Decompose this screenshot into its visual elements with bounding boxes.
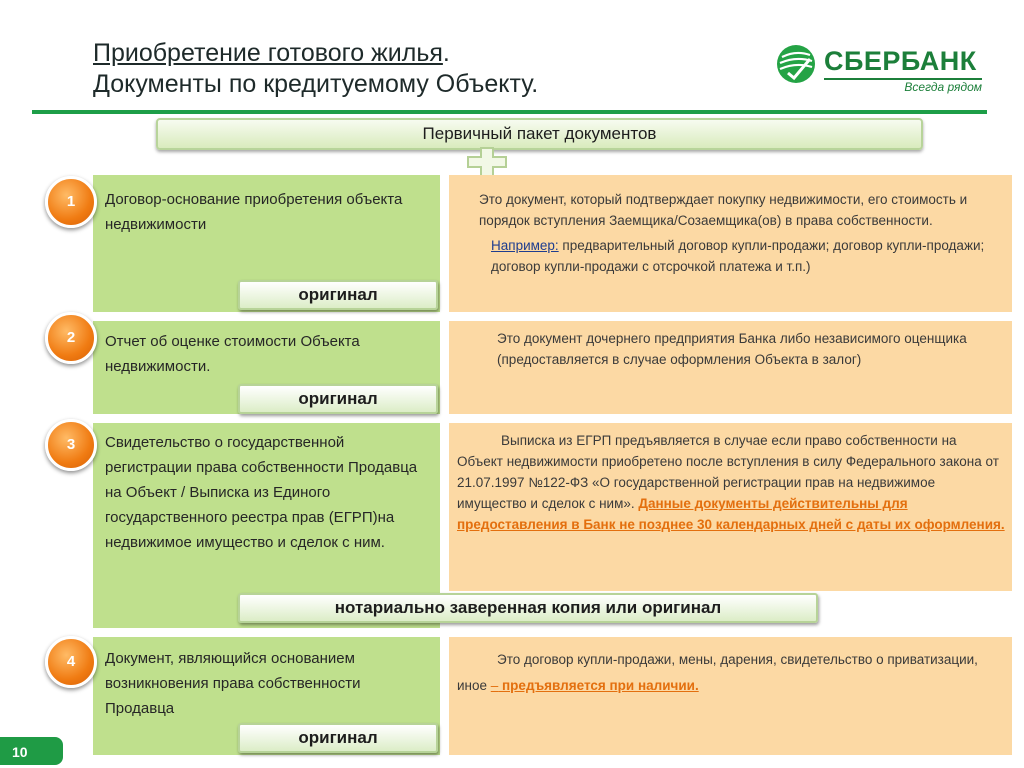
row-1-example-label: Например:	[491, 238, 559, 253]
row-4-number-badge: 4	[45, 636, 97, 688]
row-4-original-tag: оригинал	[238, 723, 438, 753]
row-3-desc-link: Данные документы действительны для предоставления в Банк не позднее 30 календарных дней с даты их оформления.	[457, 496, 1005, 532]
row-1-number-badge: 1	[45, 176, 97, 228]
logo-tagline: Всегда рядом	[904, 80, 982, 94]
row-1-example	[457, 235, 1005, 277]
row-3-number-badge: 3	[45, 419, 97, 471]
title-divider	[32, 110, 987, 114]
page-title	[93, 38, 733, 100]
row-1-title: Договор-основание приобретения объекта недвижимости	[105, 191, 403, 233]
sberbank-leaf-icon	[776, 44, 816, 84]
row-4-desc-dash: –	[490, 678, 499, 693]
row-2-title: Отчет об оценке стоимости Объекта недвижимости.	[105, 333, 360, 375]
title-dot: .	[442, 39, 450, 67]
row-3-notarized-tag: нотариально заверенная копия или оригинал	[238, 593, 818, 623]
row-3-desc-text	[457, 430, 1005, 535]
row-4-desc-main: Это договор купли-продажи, мены, дарения, свидетельство о приватизации, иное	[457, 652, 978, 693]
row-3-description	[457, 430, 1005, 535]
row-1-example-text: предварительный договор купли-продажи; договор купли-продажи; договор купли-продажи с отсрочкой платежа и т.п.)	[491, 238, 985, 274]
title-line-1: Приобретение готового жилья	[93, 39, 443, 67]
row-2-original-tag: оригинал	[238, 384, 438, 414]
row-1-original-tag: оригинал	[238, 280, 438, 310]
row-4-title: Документ, являющийся основанием возникновения права собственности Продавца	[105, 650, 361, 717]
page-number: 10	[0, 737, 63, 765]
row-2-description	[457, 328, 1005, 370]
row-1-desc-text: Это документ, который подтверждает покупку недвижимости, его стоимость и порядок вступления Заемщика/Созаемщика(ов) в права собственности.	[479, 192, 968, 228]
row-4-description	[457, 647, 1005, 699]
row-4-desc-text	[457, 647, 1005, 699]
row-2-number-badge: 2	[45, 312, 97, 364]
sberbank-logo	[776, 40, 986, 98]
row-3-desc-main: Выписка из ЕГРП предъявляется в случае если право собственности на Объект недвижимости приобретено после вступления в силу Федерального закона от 21.07.1997 №122-ФЗ «О государственной регистрации прав на недвижимое имущество и сделок с ним».	[457, 433, 999, 511]
row-1-description	[457, 189, 1005, 277]
logo-wordmark: СБЕРБАНК	[824, 46, 977, 76]
title-line-2: Документы по кредитуемому Объекту.	[93, 70, 539, 98]
row-3-title: Свидетельство о государственной регистрации права собственности Продавца на Объект / Выписка из Единого государственного реестра прав (ЕГРП)на недвижимое имущество и сделок с ним.	[105, 434, 418, 551]
row-4-desc-link: предъявляется при наличии.	[498, 678, 699, 693]
row-2-desc-text: Это документ дочернего предприятия Банка либо независимого оценщика (предоставляется в случае оформления Объекта в залог)	[497, 331, 967, 367]
primary-package-banner: Первичный пакет документов	[156, 118, 923, 150]
